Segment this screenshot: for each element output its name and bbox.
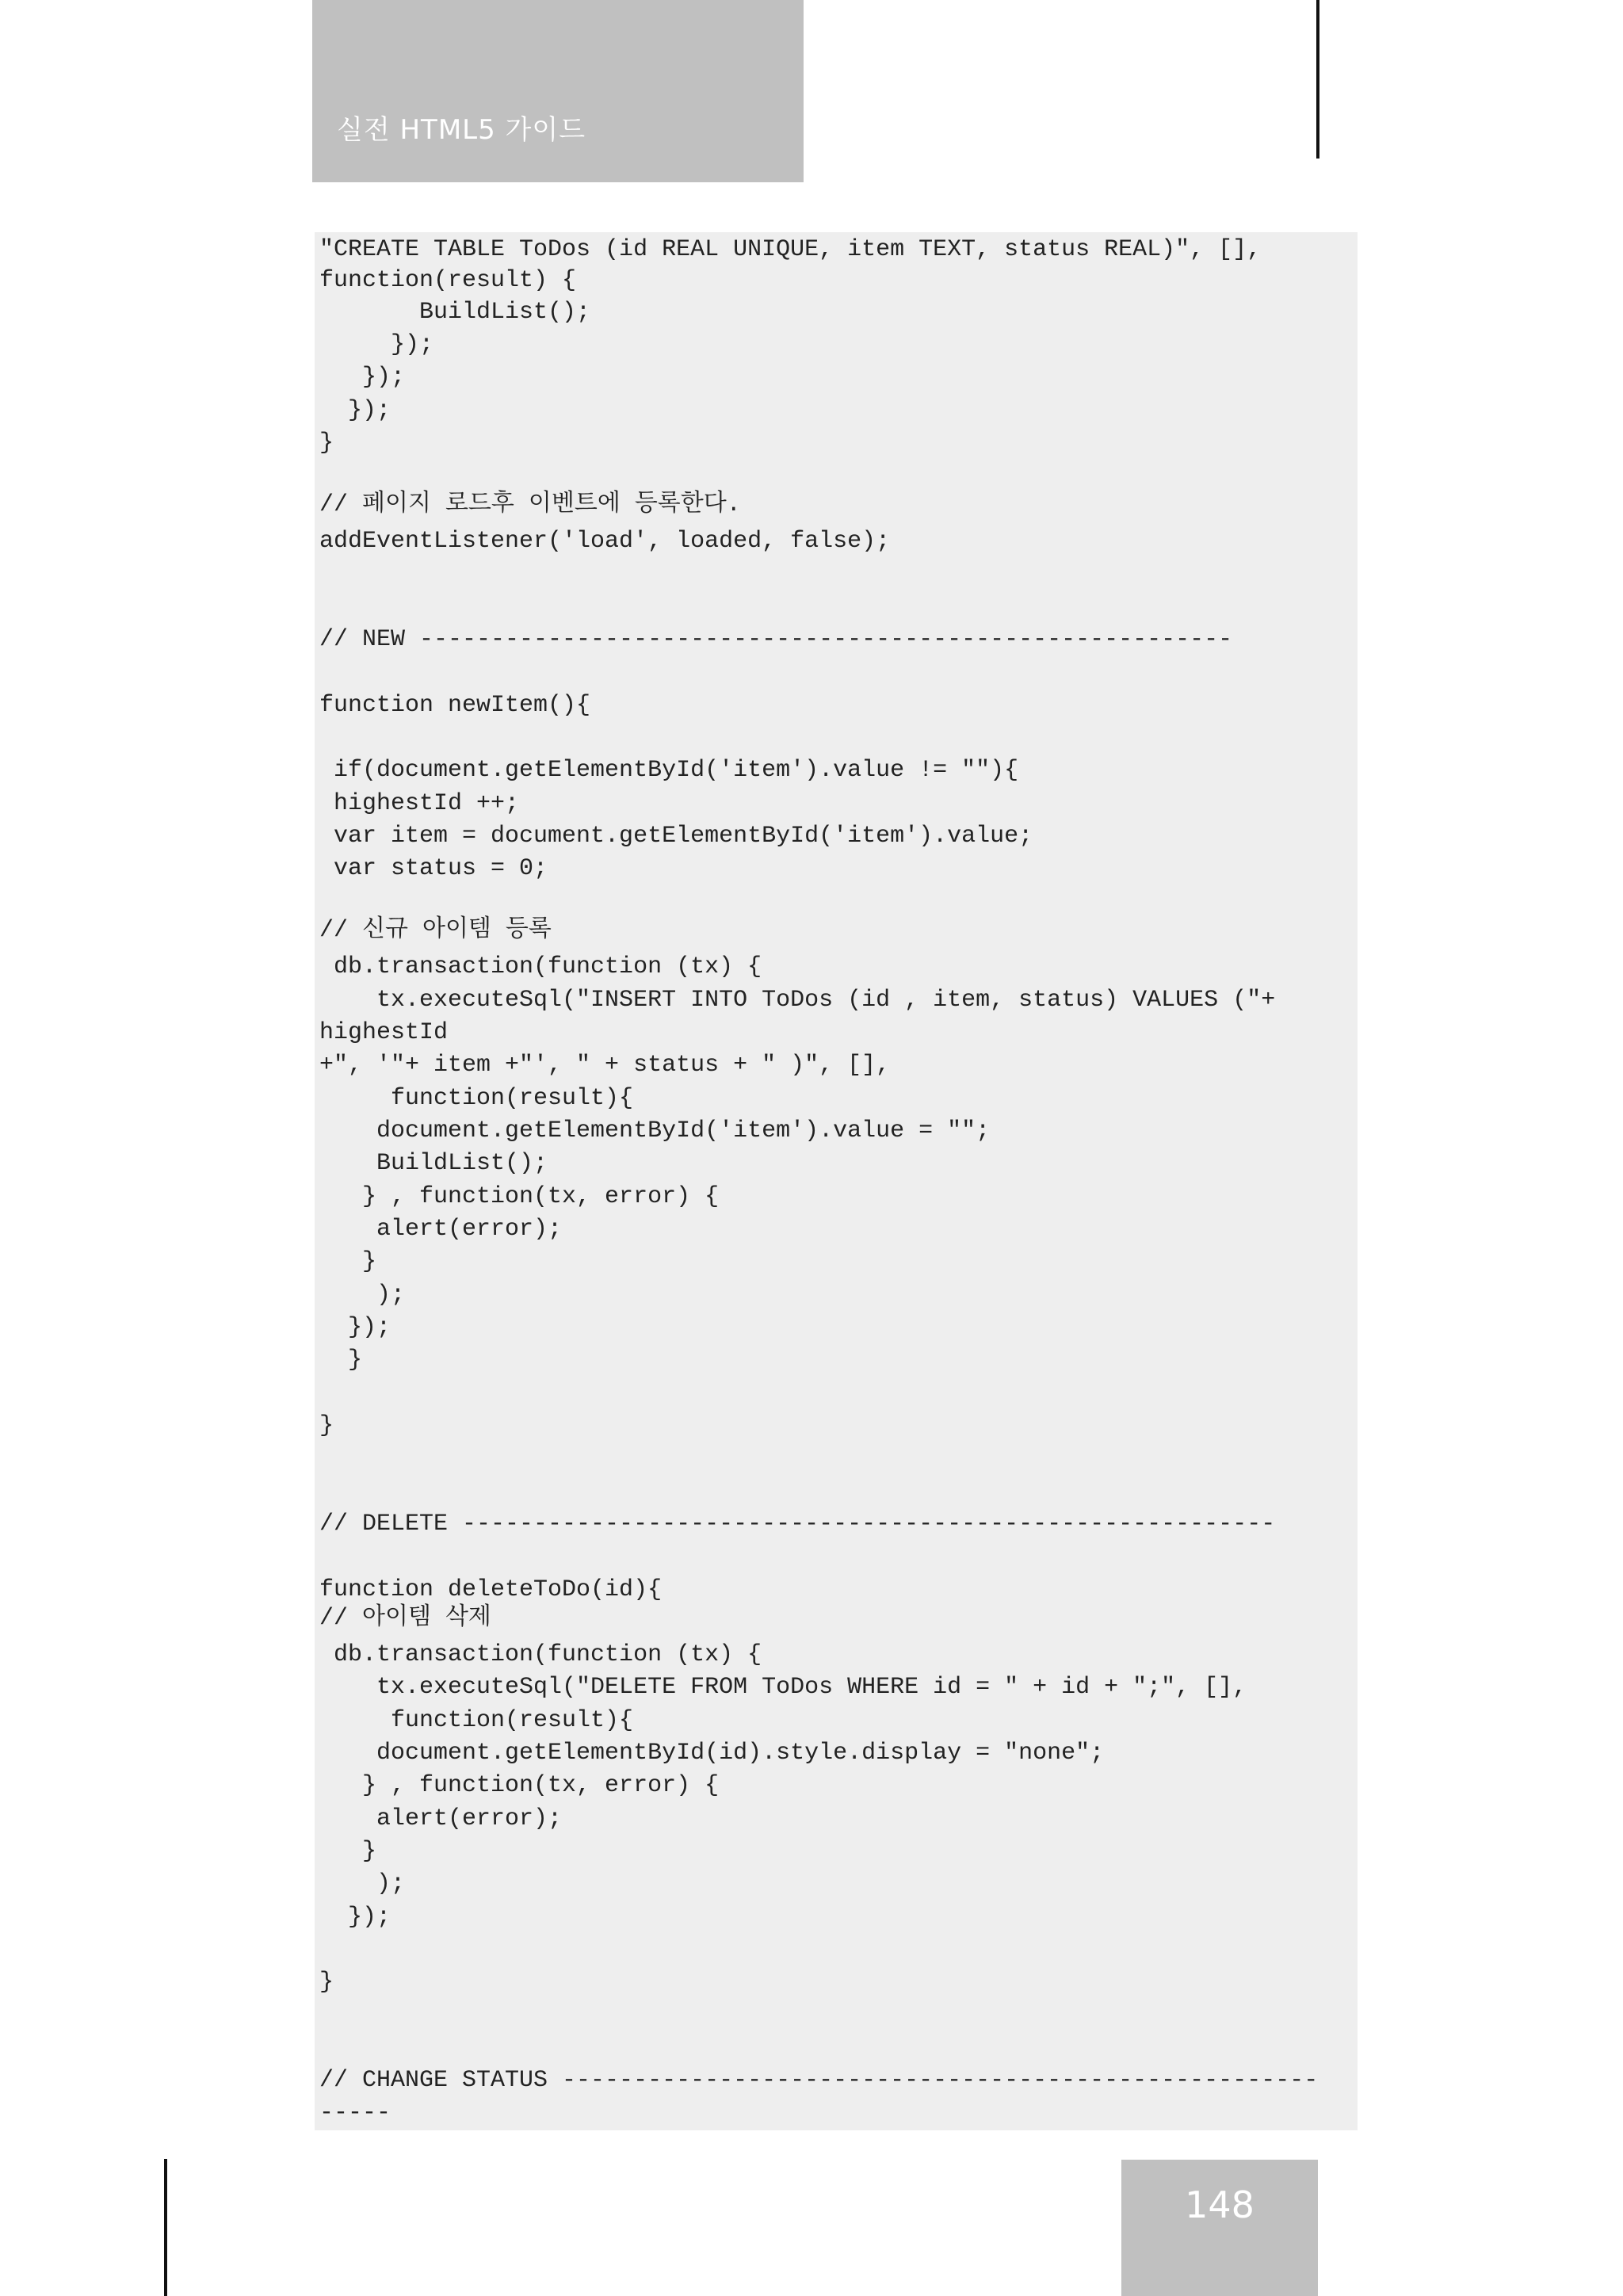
code-line: highestId ++; — [319, 790, 520, 817]
code-line: function(result){ — [319, 1707, 634, 1734]
code-line: db.transaction(function (tx) { — [319, 953, 762, 980]
code-line: db.transaction(function (tx) { — [319, 1641, 762, 1668]
code-line: var status = 0; — [319, 855, 548, 882]
code-line: document.getElementById(id).style.display = "none"; — [319, 1740, 1105, 1767]
code-line: function(result) { — [319, 267, 577, 294]
code-section-divider: // CHANGE STATUS ----------------------------------------------------- — [319, 2067, 1319, 2094]
code-line: tx.executeSql("DELETE FROM ToDos WHERE id = " + id + ";", [], — [319, 1674, 1247, 1701]
code-line: BuildList(); — [319, 299, 591, 326]
code-line: function deleteToDo(id){ — [319, 1576, 663, 1603]
top-margin-rule — [1316, 0, 1319, 159]
code-line: ----- — [319, 2099, 391, 2126]
code-line: }); — [319, 1314, 391, 1341]
code-line: var item = document.getElementById('item').value; — [319, 823, 1033, 850]
code-line: } , function(tx, error) { — [319, 1183, 720, 1210]
code-line: } — [319, 1838, 377, 1865]
code-line: }); — [319, 331, 434, 358]
running-header-tab — [312, 0, 804, 182]
code-comment: // 아이템 삭제 — [319, 1605, 491, 1632]
code-line: function(result){ — [319, 1085, 634, 1112]
code-comment: // 신규 아이템 등록 — [319, 917, 552, 944]
bottom-margin-rule — [164, 2159, 167, 2296]
code-line: } — [319, 430, 334, 457]
code-line: }); — [319, 397, 391, 424]
code-line: document.getElementById('item').value = ""; — [319, 1117, 991, 1144]
code-line: "CREATE TABLE ToDos (id REAL UNIQUE, item TEXT, status REAL)", [], — [319, 236, 1262, 263]
code-line: }); — [319, 364, 406, 391]
code-line: }); — [319, 1904, 391, 1931]
code-section-divider: // DELETE --------------------------------------------------------- — [319, 1511, 1276, 1538]
code-line: highestId — [319, 1019, 449, 1046]
page-number: 148 — [1185, 2183, 1254, 2226]
code-line: ); — [319, 1870, 406, 1897]
code-comment: // 페이지 로드후 이벤트에 등록한다. — [319, 491, 741, 518]
code-line: if(document.getElementById('item').value != ""){ — [319, 757, 1019, 784]
code-line: function newItem(){ — [319, 692, 591, 719]
code-line: tx.executeSql("INSERT INTO ToDos (id , item, status) VALUES ("+ — [319, 987, 1276, 1014]
code-listing — [315, 232, 1358, 2130]
code-section-divider: // NEW --------------------------------------------------------- — [319, 626, 1233, 653]
code-line: addEventListener('load', loaded, false); — [319, 528, 891, 555]
code-line: } — [319, 1248, 377, 1275]
code-line: } — [319, 1412, 334, 1439]
code-line: +", '"+ item +"', " + status + " )", [], — [319, 1052, 891, 1079]
code-line: ); — [319, 1282, 406, 1308]
code-line: alert(error); — [319, 1216, 563, 1243]
code-line: alert(error); — [319, 1805, 563, 1832]
code-line: } — [319, 1347, 363, 1373]
code-line: BuildList(); — [319, 1150, 548, 1177]
code-line: } — [319, 1969, 334, 1996]
page-number-tab — [1121, 2160, 1318, 2296]
running-header-title: 실전 HTML5 가이드 — [337, 114, 586, 146]
code-line: } , function(tx, error) { — [319, 1772, 720, 1799]
